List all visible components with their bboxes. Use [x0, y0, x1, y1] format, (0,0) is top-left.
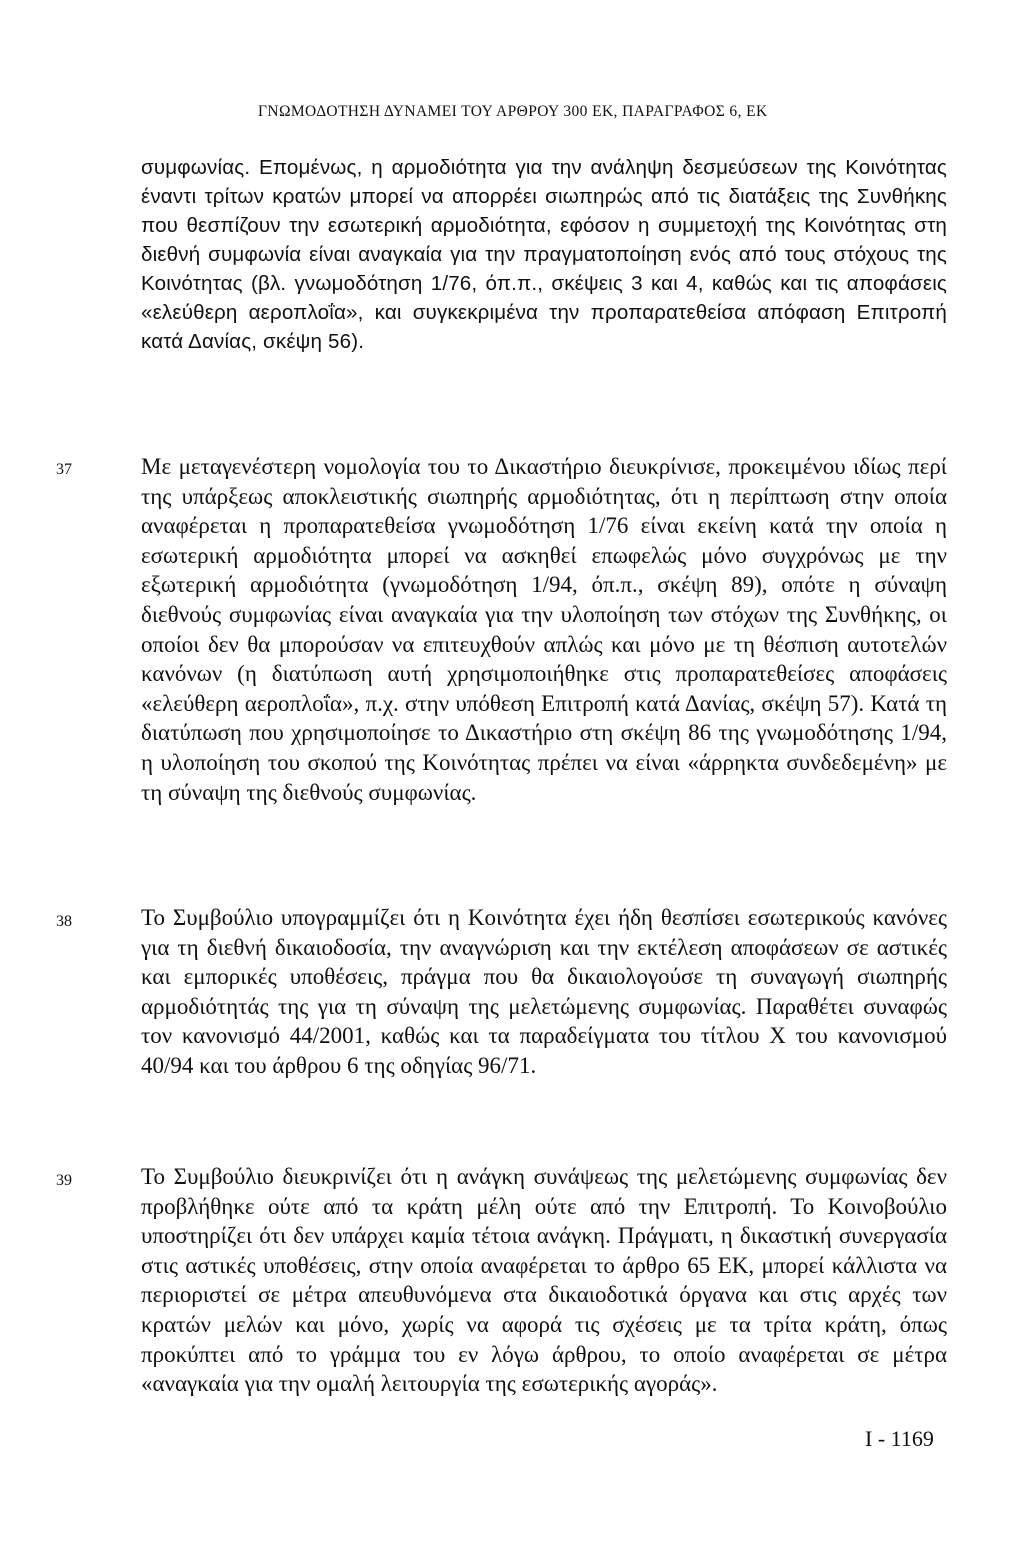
running-header: ΓΝΩΜΟΔΟΤΗΣΗ ΔΥΝΑΜΕΙ ΤΟΥ ΑΡΘΡΟΥ 300 ΕΚ, ΠΑΡΑΓΡΑΦΟΣ 6, ΕΚ: [258, 103, 768, 120]
continuation-paragraph: συμφωνίας. Επομένως, η αρμοδιότητα για την ανάληψη δεσμεύσεων της Κοινότητας έναντι τρίτων κρατών μπορεί να απορρέει σιωπηρώς από τις διατάξεις της Συνθήκης που θεσπίζουν την εσωτερική αρμοδιότητα, εφόσον η συμμετοχή της Κοινότητας στη διεθνή συμφωνία είναι αναγκαία για την πραγματοποίηση ενός από τους στόχους της Κοινότητας (βλ. γνωμοδότηση 1/76, όπ.π., σκέψεις 3 και 4, καθώς και τις αποφάσεις «ελεύθερη αεροπλοΐα», και συγκεκριμένα την προπαρατεθείσα απόφαση Επιτροπή κατά Δανίας, σκέψη 56).: [141, 156, 947, 353]
page-number: I - 1169: [865, 1426, 934, 1451]
paragraph-number-38: 38: [56, 913, 72, 930]
paragraph-38: Το Συμβούλιο υπογραμμίζει ότι η Κοινότητα έχει ήδη θεσπίσει εσωτερικούς κανόνες για τη διεθνή δικαιοδοσία, την αναγνώριση και την εκτέλεση αποφάσεων σε αστικές και εμπορικές υποθέσεις, πράγμα που θα δικαιολογούσε τη συναγωγή σιωπηρής αρμοδιότητάς της για τη σύναψη της μελετώμενης συμφωνίας. Παραθέτει συναφώς τον κανονισμό 44/2001, καθώς και τα παραδείγματα του τίτλου X του κανονισμού 40/94 και του άρθρου 6 της οδηγίας 96/71.: [141, 905, 947, 1078]
paragraph-39: Το Συμβούλιο διευκρινίζει ότι η ανάγκη συνάψεως της μελετώμενης συμφωνίας δεν προβλήθηκε ούτε από τα κράτη μέλη ούτε από την Επιτροπή. Το Κοινοβούλιο υποστηρίζει ότι δεν υπάρχει καμία τέτοια ανάγκη. Πράγματι, η δικαστική συνεργασία στις αστικές υποθέσεις, στην οποία αναφέρεται το άρθρο 65 ΕΚ, μπορεί κάλλιστα να περιοριστεί σε μέτρα απευθυνόμενα στα δικαιοδοτικά όργανα και στις αρχές των κρατών μελών και μόνο, χωρίς να αφορά τις σχέσεις με τα τρίτα κράτη, όπως προκύπτει από το γράμμα του εν λόγω άρθρου, το οποίο αναφέρεται σε μέτρα «αναγκαία για την ομαλή λειτουργία της εσωτερικής αγοράς».: [141, 1164, 947, 1397]
paragraph-37: Με μεταγενέστερη νομολογία του το Δικαστήριο διευκρίνισε, προκειμένου ιδίως περί της υπάρξεως αποκλειστικής σιωπηρής αρμοδιότητας, ότι η περίπτωση στην οποία αναφέρεται η προπαρατεθείσα γνωμοδότηση 1/76 είναι εκείνη κατά την οποία η εσωτερική αρμοδιότητα μπορεί να ασκηθεί επωφελώς μόνο συγχρόνως με την εξωτερική αρμοδιότητα (γνωμοδότηση 1/94, όπ.π., σκέψη 89), οπότε η σύναψη διεθνούς συμφωνίας είναι αναγκαία για την υλοποίηση των στόχων της Συνθήκης, οι οποίοι δεν θα μπορούσαν να επιτευχθούν απλώς και μόνο με τη θέσπιση αυτοτελών κανόνων (η διατύπωση αυτή χρησιμοποιήθηκε στις προπαρατεθείσες αποφάσεις «ελεύθερη αεροπλοΐα», π.χ. στην υπόθεση Επιτροπή κατά Δανίας, σκέψη 57). Κατά τη διατύπωση που χρησιμοποίησε το Δικαστήριο στη σκέψη 86 της γνωμοδότησης 1/94, η υλοποίηση του σκοπού της Κοινότητας πρέπει να είναι «άρρηκτα συνδεδεμένη» με τη σύναψη της διεθνούς συμφωνίας.: [141, 454, 947, 805]
paragraph-number-39: 39: [56, 1172, 72, 1189]
paragraph-number-37: 37: [56, 461, 72, 478]
